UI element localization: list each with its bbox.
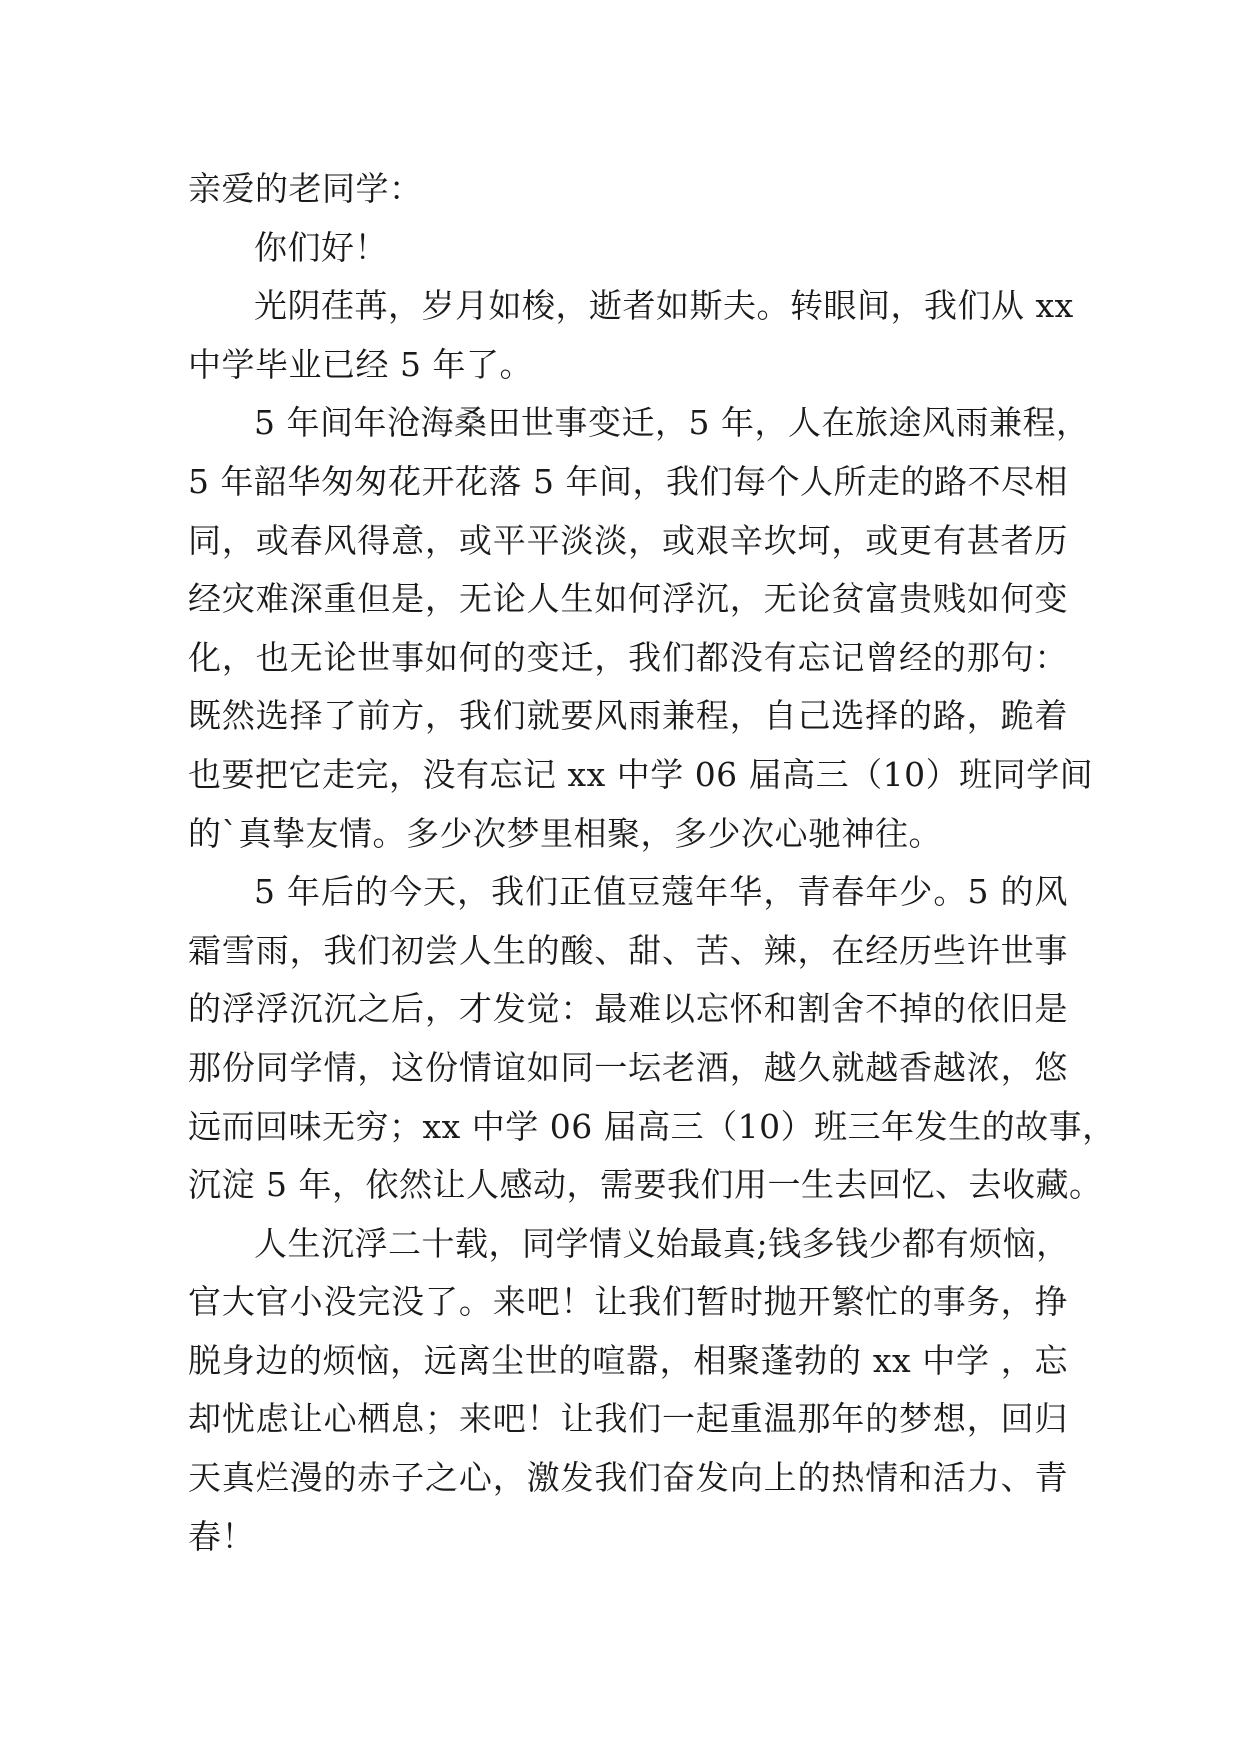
paragraph-line: 光阴荏苒，岁月如梭，逝者如斯夫。转眼间，我们从 xx: [254, 286, 1074, 326]
paragraph-line: 中学毕业已经 5 年了。: [188, 344, 533, 384]
paragraph-line: 春！: [188, 1516, 255, 1556]
paragraph-line: 经灾难深重但是，无论人生如何浮沉，无论贫富贵贱如何变: [188, 579, 1068, 619]
paragraph-line: 却忧虑让心栖息；来吧！让我们一起重温那年的梦想，回归: [188, 1399, 1068, 1439]
paragraph-3: [188, 863, 1116, 1215]
paragraph-line: 既然选择了前方，我们就要风雨兼程，自己选择的路，跪着: [188, 696, 1068, 736]
paragraph-line: 霜雪雨，我们初尝人生的酸、甜、苦、辣，在经历些许世事: [188, 930, 1068, 970]
paragraph-line: 官大官小没完没了。来吧！让我们暂时抛开繁忙的事务，挣: [188, 1282, 1068, 1322]
paragraph-line: 也要把它走完，没有忘记 xx 中学 06 届高三（10）班同学间: [188, 754, 1094, 794]
salutation: 亲爱的老同学：: [188, 169, 423, 208]
greeting: 你们好！: [254, 227, 388, 267]
paragraph-line: 化，也无论世事如何的变迁，我们都没有忘记曾经的那句：: [188, 637, 1068, 677]
paragraph-line: 5 年韶华匆匆花开花落 5 年间，我们每个人所走的路不尽相: [188, 461, 1068, 501]
paragraph-line: 的`真挚友情。多少次梦里相聚，多少次心驰神往。: [188, 813, 942, 853]
paragraph-4: [188, 1215, 1068, 1567]
paragraph-1: [188, 277, 1074, 394]
paragraph-line: 5 年后的今天，我们正值豆蔻年华，青春年少。5 的风: [254, 872, 1068, 912]
paragraph-2: [188, 394, 1094, 863]
letter-body: [188, 160, 1116, 1566]
paragraph-line: 脱身边的烦恼，远离尘世的喧嚣，相聚蓬勃的 xx 中学 ，忘: [188, 1340, 1068, 1380]
paragraph-line: 沉淀 5 年，依然让人感动，需要我们用一生去回忆、去收藏。: [188, 1165, 1103, 1205]
paragraph-line: 人生沉浮二十载，同学情义始最真;钱多钱少都有烦恼，: [254, 1223, 1070, 1263]
paragraph-line: 5 年间年沧海桑田世事变迁，5 年，人在旅途风雨兼程，: [254, 403, 1090, 443]
paragraph-line: 天真烂漫的赤子之心，激发我们奋发向上的热情和活力、青: [188, 1458, 1068, 1498]
paragraph-line: 的浮浮沉沉之后，才发觉：最难以忘怀和割舍不掉的依旧是: [188, 989, 1068, 1029]
paragraph-line: 那份同学情，这份情谊如同一坛老酒，越久就越香越浓，悠: [188, 1047, 1068, 1087]
paragraph-line: 远而回味无穷；xx 中学 06 届高三（10）班三年发生的故事，: [188, 1106, 1116, 1146]
paragraph-line: 同，或春风得意，或平平淡淡，或艰辛坎坷，或更有甚者历: [188, 520, 1068, 560]
